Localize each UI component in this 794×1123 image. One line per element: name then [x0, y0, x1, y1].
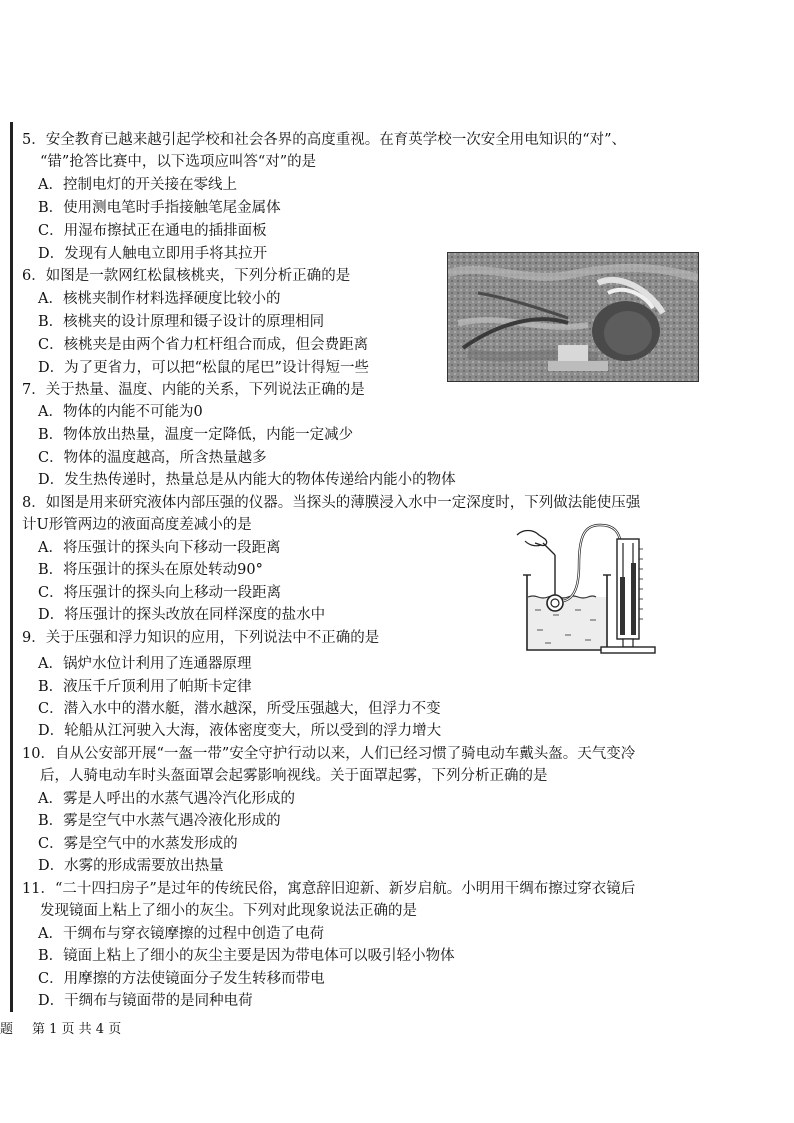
- q9-stem: 9．关于压强和浮力知识的应用，下列说法中不正确的是: [22, 630, 380, 646]
- pressure-gauge-diagram: [505, 515, 667, 655]
- q7-option-b: B．物体放出热量，温度一定降低，内能一定减少: [38, 427, 354, 443]
- q11-option-a: A．干绸布与穿衣镜摩擦的过程中创造了电荷: [38, 926, 324, 942]
- page-number: 第 1 页 共 4 页: [32, 1022, 122, 1037]
- q10-stem-line1: 10．自从公安部开展“一盔一带”安全守护行动以来，人们已经习惯了骑电动车戴头盔。天气变冷: [22, 746, 636, 762]
- q5-option-a: A．控制电灯的开关接在零线上: [38, 177, 237, 193]
- q10-option-a: A．雾是人呼出的水蒸气遇冷汽化形成的: [38, 791, 295, 807]
- q11-stem-line1: 11．“二十四扫房子”是过年的传统民俗，寓意辞旧迎新、新岁启航。小明用干绸布擦过穿衣镜后: [22, 881, 636, 897]
- q5-option-b: B．使用测电笔时手指接触笔尾金属体: [38, 200, 281, 216]
- q10-stem-line2: 后，人骑电动车时头盔面罩会起雾影响视线。关于面罩起雾，下列分析正确的是: [40, 768, 548, 784]
- q11-option-b: B．镜面上粘上了细小的灰尘主要是因为带电体可以吸引轻小物体: [38, 948, 455, 964]
- q7-option-c: C．物体的温度越高，所含热量越多: [38, 450, 267, 466]
- q10-option-b: B．雾是空气中水蒸气遇冷液化形成的: [38, 813, 281, 829]
- q10-option-d: D．水雾的形成需要放出热量: [38, 858, 224, 874]
- q9-option-a: A．锅炉水位计利用了连通器原理: [38, 656, 252, 672]
- q8-option-b: B．将压强计的探头在原处转动90°: [38, 562, 263, 578]
- q5-stem-line1: 5．安全教育已越来越引起学校和社会各界的高度重视。在育英学校一次安全用电知识的“对”、: [22, 132, 627, 148]
- q9-option-d: D．轮船从江河驶入大海，液体密度变大，所以受到的浮力增大: [38, 723, 442, 739]
- q9-option-b: B．液压千斤顶利用了帕斯卡定律: [38, 679, 252, 695]
- q6-option-c: C．核桃夹是由两个省力杠杆组合而成，但会费距离: [38, 337, 369, 353]
- q7-option-a: A．物体的内能不可能为0: [38, 404, 203, 420]
- q6-stem: 6．如图是一款网红松鼠核桃夹，下列分析正确的是: [22, 268, 351, 284]
- q8-stem-line1: 8．如图是用来研究液体内部压强的仪器。当探头的薄膜浸入水中一定深度时，下列做法能使压强: [22, 495, 641, 511]
- q7-stem: 7．关于热量、温度、内能的关系，下列说法正确的是: [22, 382, 365, 398]
- q10-option-c: C．雾是空气中的水蒸发形成的: [38, 836, 238, 852]
- q5-option-d: D．发现有人触电立即用手将其拉开: [38, 246, 268, 262]
- q9-option-c: C．潜入水中的潜水艇，潜水越深，所受压强越大，但浮力不变: [38, 701, 441, 717]
- q7-option-d: D．发生热传递时，热量总是从内能大的物体传递给内能小的物体: [38, 472, 456, 488]
- q11-stem-line2: 发现镜面上粘上了细小的灰尘。下列对此现象说法正确的是: [40, 903, 417, 919]
- q5-stem-line2: “错”抢答比赛中，以下选项应叫答“对”的是: [40, 154, 317, 170]
- squirrel-nutcracker-photo: [447, 252, 699, 382]
- q11-option-c: C．用摩擦的方法使镜面分子发生转移而带电: [38, 971, 325, 987]
- q8-option-a: A．将压强计的探头向下移动一段距离: [38, 540, 281, 556]
- binding-mark: 题: [0, 1022, 14, 1037]
- q5-option-c: C．用湿布擦拭正在通电的插排面板: [38, 223, 267, 239]
- q6-option-b: B．核桃夹的设计原理和镊子设计的原理相同: [38, 314, 325, 330]
- q11-option-d: D．干绸布与镜面带的是同种电荷: [38, 993, 253, 1009]
- q6-option-d: D．为了更省力，可以把“松鼠的尾巴”设计得短一些: [38, 360, 369, 376]
- q6-option-a: A．核桃夹制作材料选择硬度比较小的: [38, 291, 281, 307]
- binding-margin-line: [10, 122, 13, 1012]
- q8-option-c: C．将压强计的探头向上移动一段距离: [38, 585, 282, 601]
- q8-stem-line2: 计U形管两边的液面高度差减小的是: [22, 517, 252, 533]
- q8-option-d: D．将压强计的探头改放在同样深度的盐水中: [38, 607, 326, 623]
